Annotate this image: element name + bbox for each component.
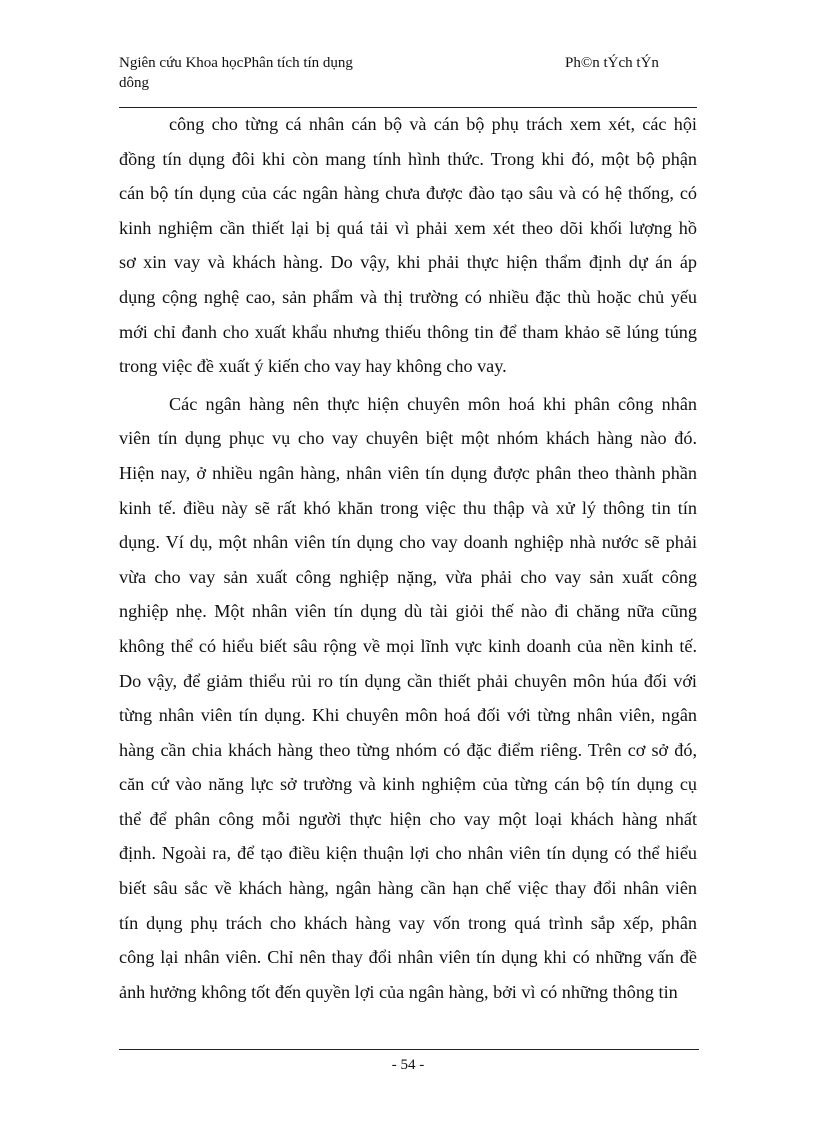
running-header-title <box>119 53 419 93</box>
text-line: viên tín dụng phục vụ cho vay chuyên biệt một nhóm khách hàng nào đó. <box>119 428 697 449</box>
text-line: dụng. Ví dụ, một nhân viên tín dụng cho vay doanh nghiệp nhà nước sẽ phải <box>119 532 697 553</box>
text-line: Hiện nay, ở nhiều ngân hàng, nhân viên tín dụng được phân theo thành phần <box>119 462 697 483</box>
text-line: sơ xin vay và khách hàng. Do vậy, khi phải thực hiện thẩm định dự án áp <box>119 252 697 273</box>
text-line: dụng cộng nghệ cao, sản phẩm và thị trường có nhiều đặc thù hoặc chủ yếu <box>119 286 697 307</box>
text-line: vừa cho vay sản xuất công nghiệp nặng, vừa phải cho vay sản xuất công <box>119 566 697 587</box>
text-line: kinh nghiệm cần thiết lại bị quá tải vì phải xem xét theo dõi khối lượng hồ <box>119 217 697 238</box>
text-line: nghiệp nhẹ. Một nhân viên tín dụng dù tài giỏi thế nào đi chăng nữa cũng <box>119 601 697 622</box>
text-line: từng nhân viên tín dụng. Khi chuyên môn hoá đối với từng nhân viên, ngân <box>119 705 697 726</box>
text-line: căn cứ vào năng lực sở trường và kinh nghiệm của từng cán bộ tín dụng cụ <box>119 774 697 795</box>
header-title-line-1: Ngiên cứu Khoa họcPhân tích tín dụng <box>119 55 353 71</box>
text-line: thể để phân công mỗi người thực hiện cho vay một loại khách hàng nhất <box>119 808 697 829</box>
text-line: đồng tín dụng đôi khi còn mang tính hình thức. Trong khi đó, một bộ phận <box>119 148 697 169</box>
text-line: ảnh hưởng không tốt đến quyền lợi của ngân hàng, bởi vì có những thông tin <box>119 981 678 1002</box>
text-line: hàng cần chia khách hàng theo từng nhóm có đặc điểm riêng. Trên cơ sở đó, <box>119 739 697 760</box>
page-number: - 54 - <box>391 1057 425 1073</box>
running-header-right: Ph©n tÝch tÝn <box>565 55 659 71</box>
text-line: trong việc đề xuất ý kiến cho vay hay không cho vay. <box>119 356 507 377</box>
text-line: công lại nhân viên. Chỉ nên thay đổi nhân viên tín dụng khi có những vấn đề <box>119 947 697 968</box>
text-line: tín dụng phụ trách cho khách hàng vay vốn trong quá trình sắp xếp, phân <box>119 912 697 933</box>
text-line: cán bộ tín dụng của các ngân hàng chưa được đào tạo sâu và có hệ thống, có <box>119 183 697 204</box>
text-line: mới chỉ đanh cho xuất khẩu nhưng thiếu thông tin để tham khảo sẽ lúng túng <box>119 321 697 342</box>
header-title-line-2: dông <box>119 75 149 91</box>
text-line: công cho từng cá nhân cán bộ và cán bộ phụ trách xem xét, các hội <box>169 114 697 134</box>
paragraph-1 <box>119 107 697 384</box>
text-line: biết sâu sắc về khách hàng, ngân hàng cần hạn chế việc thay đổi nhân viên <box>119 878 697 899</box>
document-body <box>119 107 697 1009</box>
text-line: Do vậy, để giảm thiểu rủi ro tín dụng cần thiết phải chuyên môn húa đối với <box>119 670 697 691</box>
paragraph-2 <box>119 387 697 1010</box>
text-line: kinh tế. điều này sẽ rất khó khăn trong việc thu thập và xử lý thông tin tín <box>119 497 697 518</box>
text-line: Các ngân hàng nên thực hiện chuyên môn hoá khi phân công nhân <box>169 393 697 414</box>
text-line: định. Ngoài ra, để tạo điều kiện thuận lợi cho nhân viên tín dụng có thể hiểu <box>119 843 697 864</box>
footer-divider <box>119 1049 699 1050</box>
text-line: không thể có hiểu biết sâu rộng về mọi lĩnh vực kinh doanh của nền kinh tế. <box>119 635 697 656</box>
